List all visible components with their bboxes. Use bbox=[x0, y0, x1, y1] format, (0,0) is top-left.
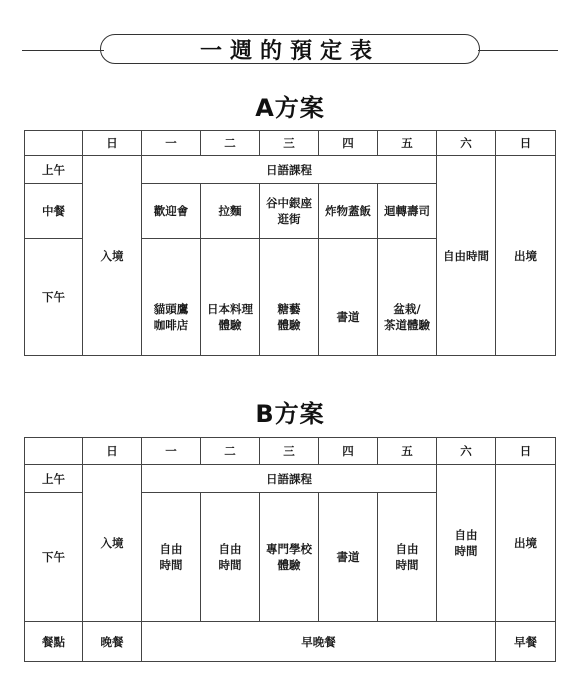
table-header-row bbox=[25, 131, 556, 156]
day-header: 日 bbox=[83, 438, 142, 465]
corner-cell bbox=[25, 131, 83, 156]
afternoon-cell: 自由 時間 bbox=[142, 493, 201, 622]
banner-left-rule bbox=[22, 50, 104, 51]
lunch-cell: 谷中銀座 逛街 bbox=[260, 184, 319, 239]
day-header: 五 bbox=[378, 131, 437, 156]
lunch-cell: 拉麵 bbox=[201, 184, 260, 239]
day-header: 一 bbox=[142, 131, 201, 156]
afternoon-cell: 貓頭鷹 咖啡店 bbox=[142, 239, 201, 356]
afternoon-cell: 盆栽/ 茶道體驗 bbox=[378, 239, 437, 356]
banner-pill bbox=[100, 34, 480, 64]
banner-right-rule bbox=[478, 50, 558, 51]
day-header: 二 bbox=[201, 438, 260, 465]
meal-cell: 早晚餐 bbox=[142, 622, 496, 662]
day-header: 六 bbox=[437, 131, 496, 156]
arrival-cell: 入境 bbox=[83, 465, 142, 622]
afternoon-cell: 書道 bbox=[319, 239, 378, 356]
free-time-cell: 自由時間 bbox=[437, 156, 496, 356]
day-header: 一 bbox=[142, 438, 201, 465]
day-header: 六 bbox=[437, 438, 496, 465]
plan-a-title: A方案 bbox=[255, 94, 325, 122]
afternoon-cell: 書道 bbox=[319, 493, 378, 622]
afternoon-cell: 自由 時間 bbox=[201, 493, 260, 622]
corner-cell bbox=[25, 438, 83, 465]
free-time-cell: 自由 時間 bbox=[437, 465, 496, 622]
row-label-afternoon: 下午 bbox=[25, 493, 83, 622]
day-header: 四 bbox=[319, 131, 378, 156]
afternoon-cell: 自由 時間 bbox=[378, 493, 437, 622]
row-label-afternoon: 下午 bbox=[25, 239, 83, 356]
meal-cell: 晚餐 bbox=[83, 622, 142, 662]
banner bbox=[0, 0, 580, 80]
day-header: 三 bbox=[260, 438, 319, 465]
lunch-cell: 炸物蓋飯 bbox=[319, 184, 378, 239]
afternoon-cell: 專門學校 體驗 bbox=[260, 493, 319, 622]
departure-cell: 出境 bbox=[496, 156, 556, 356]
departure-cell: 出境 bbox=[496, 465, 556, 622]
row-label-morning: 上午 bbox=[25, 465, 83, 493]
lunch-cell: 迴轉壽司 bbox=[378, 184, 437, 239]
day-header: 二 bbox=[201, 131, 260, 156]
row-label-lunch: 中餐 bbox=[25, 184, 83, 239]
page-title: 一週的預定表 bbox=[199, 38, 380, 64]
plan-a-schedule-table bbox=[24, 130, 556, 356]
day-header: 日 bbox=[496, 131, 556, 156]
afternoon-cell: 日本料理 體驗 bbox=[201, 239, 260, 356]
row-label-meal: 餐點 bbox=[25, 622, 83, 662]
day-header: 日 bbox=[83, 131, 142, 156]
table-row bbox=[25, 622, 556, 662]
japanese-course-cell: 日語課程 bbox=[142, 156, 437, 184]
plan-b-title: B方案 bbox=[255, 400, 325, 428]
table-header-row bbox=[25, 438, 556, 465]
day-header: 三 bbox=[260, 131, 319, 156]
row-label-morning: 上午 bbox=[25, 156, 83, 184]
table-row bbox=[25, 156, 556, 184]
afternoon-cell: 糖藝 體驗 bbox=[260, 239, 319, 356]
plan-b-schedule-table bbox=[24, 437, 556, 662]
table-row bbox=[25, 465, 556, 493]
japanese-course-cell: 日語課程 bbox=[142, 465, 437, 493]
arrival-cell: 入境 bbox=[83, 156, 142, 356]
day-header: 五 bbox=[378, 438, 437, 465]
meal-cell: 早餐 bbox=[496, 622, 556, 662]
day-header: 日 bbox=[496, 438, 556, 465]
lunch-cell: 歡迎會 bbox=[142, 184, 201, 239]
day-header: 四 bbox=[319, 438, 378, 465]
